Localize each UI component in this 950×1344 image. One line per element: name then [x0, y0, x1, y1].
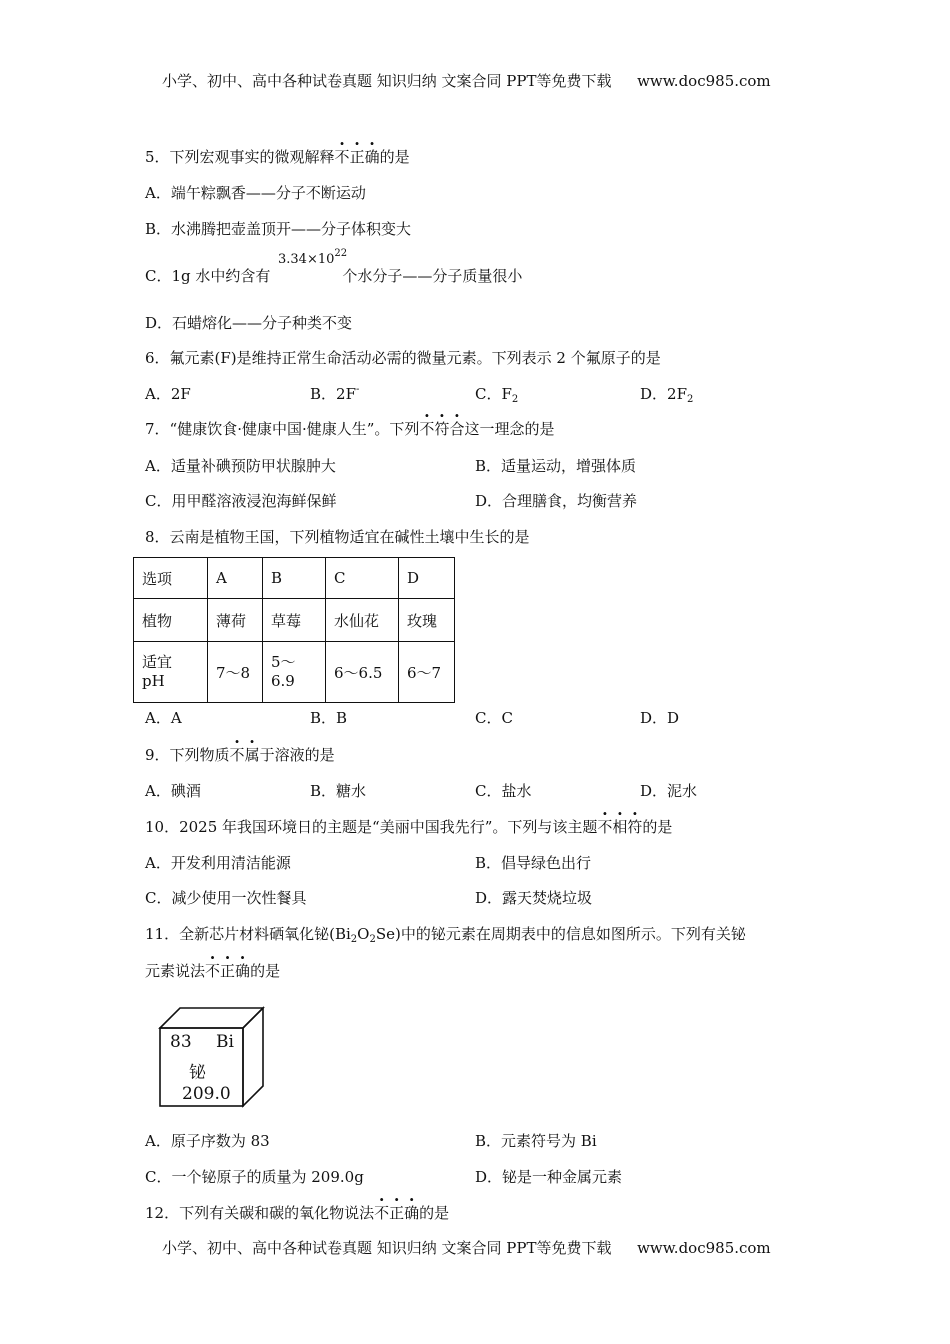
- header-url[interactable]: www.doc985.com: [637, 72, 771, 90]
- element-symbol: Bi: [216, 1032, 234, 1052]
- q5-option-d: D．石蜡熔化——分子种类不变: [145, 314, 353, 332]
- q12-stem-text: 12．下列有关碳和碳的氧化物说法: [145, 1204, 375, 1222]
- sci-base: 3.34×10: [278, 252, 335, 267]
- q6-option-d: [640, 384, 693, 404]
- q9-stem-text: 9．下列物质: [145, 746, 230, 764]
- subscript: 2: [511, 394, 519, 405]
- sci-exponent: 22: [334, 248, 348, 259]
- subscript: 2: [686, 394, 694, 405]
- question-6-stem: 6．氟元素(F)是维持正常生命活动必需的微量元素。下列表示 2 个氟原子的是: [145, 349, 661, 367]
- element-mass: 209.0: [182, 1084, 231, 1104]
- q8-option-c: C．C: [475, 709, 513, 727]
- table-cell: 玫瑰: [399, 599, 455, 642]
- emphasis-char: 不: [374, 1204, 390, 1222]
- q11-option-d: D．铋是一种金属元素: [475, 1168, 623, 1186]
- q9-stem-end: 于溶液的是: [259, 746, 335, 764]
- q11-stem2-text: 元素说法: [145, 962, 206, 980]
- q10-option-c: C．减少使用一次性餐具: [145, 889, 307, 907]
- q11-option-b: B．元素符号为 Bi: [475, 1132, 597, 1150]
- emphasis-char: 正: [220, 962, 236, 980]
- emphasis-char: 不: [334, 148, 350, 166]
- table-row: [134, 599, 455, 642]
- q6-b-text: B．2F: [310, 385, 356, 403]
- q6-d-text: D．2F: [640, 385, 687, 403]
- q9-option-b: B．糖水: [310, 782, 367, 800]
- table-cell: 7～8: [208, 642, 263, 703]
- q11-option-c: C．一个铋原子的质量为 209.0g: [145, 1168, 364, 1186]
- q5-c-text-end: 个水分子——分子质量很小: [342, 267, 523, 285]
- table-row: [134, 558, 455, 599]
- q11-stem-text-end: Se)中的铋元素在周期表中的信息如图所示。下列有关铋: [375, 925, 746, 943]
- q5-option-a: A．端午粽飘香——分子不断运动: [145, 184, 366, 202]
- table-cell: [263, 642, 326, 703]
- ph-b-line2: 6.9: [271, 672, 295, 690]
- q10-option-b: B．倡导绿色出行: [475, 854, 592, 872]
- emphasis-char: 正: [389, 1204, 405, 1222]
- table-cell: B: [263, 558, 326, 599]
- emphasis-char: 确: [364, 148, 380, 166]
- element-name: 铋: [189, 1063, 206, 1083]
- table-cell: 6～6.5: [326, 642, 399, 703]
- q6-option-a: A．2F: [145, 385, 191, 403]
- ph-label-line2: pH: [142, 672, 165, 690]
- q5-option-c: [145, 266, 522, 286]
- q10-stem-end: 的是: [642, 818, 673, 836]
- q7-stem-text: 7．“健康饮食·健康中国·健康人生”。下列: [145, 420, 420, 438]
- ph-table: [133, 557, 455, 703]
- subscript: 2: [350, 934, 358, 945]
- emphasis-char: 不: [229, 746, 245, 764]
- element-number: 83: [170, 1032, 192, 1052]
- charge-superscript: -: [355, 384, 360, 395]
- q8-option-d: D．D: [640, 709, 680, 727]
- q11-stem-text: 11．全新芯片材料硒氧化铋(Bi: [145, 925, 351, 943]
- question-5-stem: [145, 147, 410, 167]
- q11-option-a: A．原子序数为 83: [145, 1132, 270, 1150]
- emphasis-char: 合: [449, 420, 465, 438]
- q7-option-a: A．适量补碘预防甲状腺肿大: [145, 457, 336, 475]
- emphasis-char: 正: [349, 148, 365, 166]
- q9-option-c: C．盐水: [475, 782, 532, 800]
- emphasis-char: 符: [434, 420, 450, 438]
- ph-b-line1: 5～: [271, 653, 296, 671]
- question-7-stem: [145, 419, 554, 439]
- scientific-notation: [278, 248, 348, 267]
- q6-option-c: [475, 384, 518, 404]
- table-cell: C: [326, 558, 399, 599]
- footer-text: 小学、初中、高中各种试卷真题 知识归纳 文案合同 PPT等免费下载: [162, 1239, 612, 1257]
- footer-url[interactable]: www.doc985.com: [637, 1239, 771, 1257]
- header-text: 小学、初中、高中各种试卷真题 知识归纳 文案合同 PPT等免费下载: [162, 72, 612, 90]
- table-row: [134, 642, 455, 703]
- q10-option-a: A．开发利用清洁能源: [145, 854, 291, 872]
- q12-stem-end: 的是: [419, 1204, 450, 1222]
- q5-c-text: C．1g 水中约含有: [145, 267, 271, 285]
- q11-stem2-end: 的是: [250, 962, 281, 980]
- emphasis-char: 确: [235, 962, 251, 980]
- table-cell: 6～7: [399, 642, 455, 703]
- table-cell: 水仙花: [326, 599, 399, 642]
- emphasis-char: 不: [419, 420, 435, 438]
- table-cell: 植物: [134, 599, 208, 642]
- q9-option-d: D．泥水: [640, 782, 698, 800]
- q7-option-c: C．用甲醛溶液浸泡海鲜保鲜: [145, 492, 337, 510]
- q10-option-d: D．露天焚烧垃圾: [475, 889, 593, 907]
- table-cell: A: [208, 558, 263, 599]
- page-footer: [162, 1237, 771, 1258]
- q6-c-text: C．F: [475, 385, 512, 403]
- q8-option-a: A．A: [145, 709, 182, 727]
- question-9-stem: [145, 745, 335, 765]
- q6-option-b: [310, 384, 359, 404]
- q7-option-b: B．适量运动，增强体质: [475, 457, 637, 475]
- emphasis-char: 不: [205, 962, 221, 980]
- emphasis-char: 相: [612, 818, 628, 836]
- question-11-stem-line1: [145, 924, 746, 944]
- q7-stem-end: 这一理念的是: [464, 420, 555, 438]
- table-cell: 选项: [134, 558, 208, 599]
- q5-stem-end: 的是: [379, 148, 410, 166]
- q8-option-b: B．B: [310, 709, 348, 727]
- question-11-stem-line2: [145, 961, 280, 981]
- page-header: [162, 70, 771, 91]
- q5-option-b: B．水沸腾把壶盖顶开——分子体积变大: [145, 220, 412, 238]
- table-cell: 薄荷: [208, 599, 263, 642]
- q9-option-a: A．碘酒: [145, 782, 201, 800]
- q5-stem-text: 5．下列宏观事实的微观解释: [145, 148, 335, 166]
- q11-formula-o: O: [357, 925, 370, 943]
- emphasis-char: 符: [627, 818, 643, 836]
- question-12-stem: [145, 1203, 449, 1223]
- question-8-stem: 8．云南是植物王国，下列植物适宜在碱性土壤中生长的是: [145, 528, 530, 546]
- q10-stem-text: 10．2025 年我国环境日的主题是“美丽中国我先行”。下列与该主题: [145, 818, 598, 836]
- table-cell: 草莓: [263, 599, 326, 642]
- emphasis-char: 确: [404, 1204, 420, 1222]
- table-cell: [134, 642, 208, 703]
- ph-label-line1: 适宜: [142, 653, 173, 671]
- table-cell: D: [399, 558, 455, 599]
- question-10-stem: [145, 817, 672, 837]
- q7-option-d: D．合理膳食，均衡营养: [475, 492, 638, 510]
- emphasis-char: 不: [597, 818, 613, 836]
- subscript: 2: [369, 934, 376, 945]
- emphasis-char: 属: [244, 746, 260, 764]
